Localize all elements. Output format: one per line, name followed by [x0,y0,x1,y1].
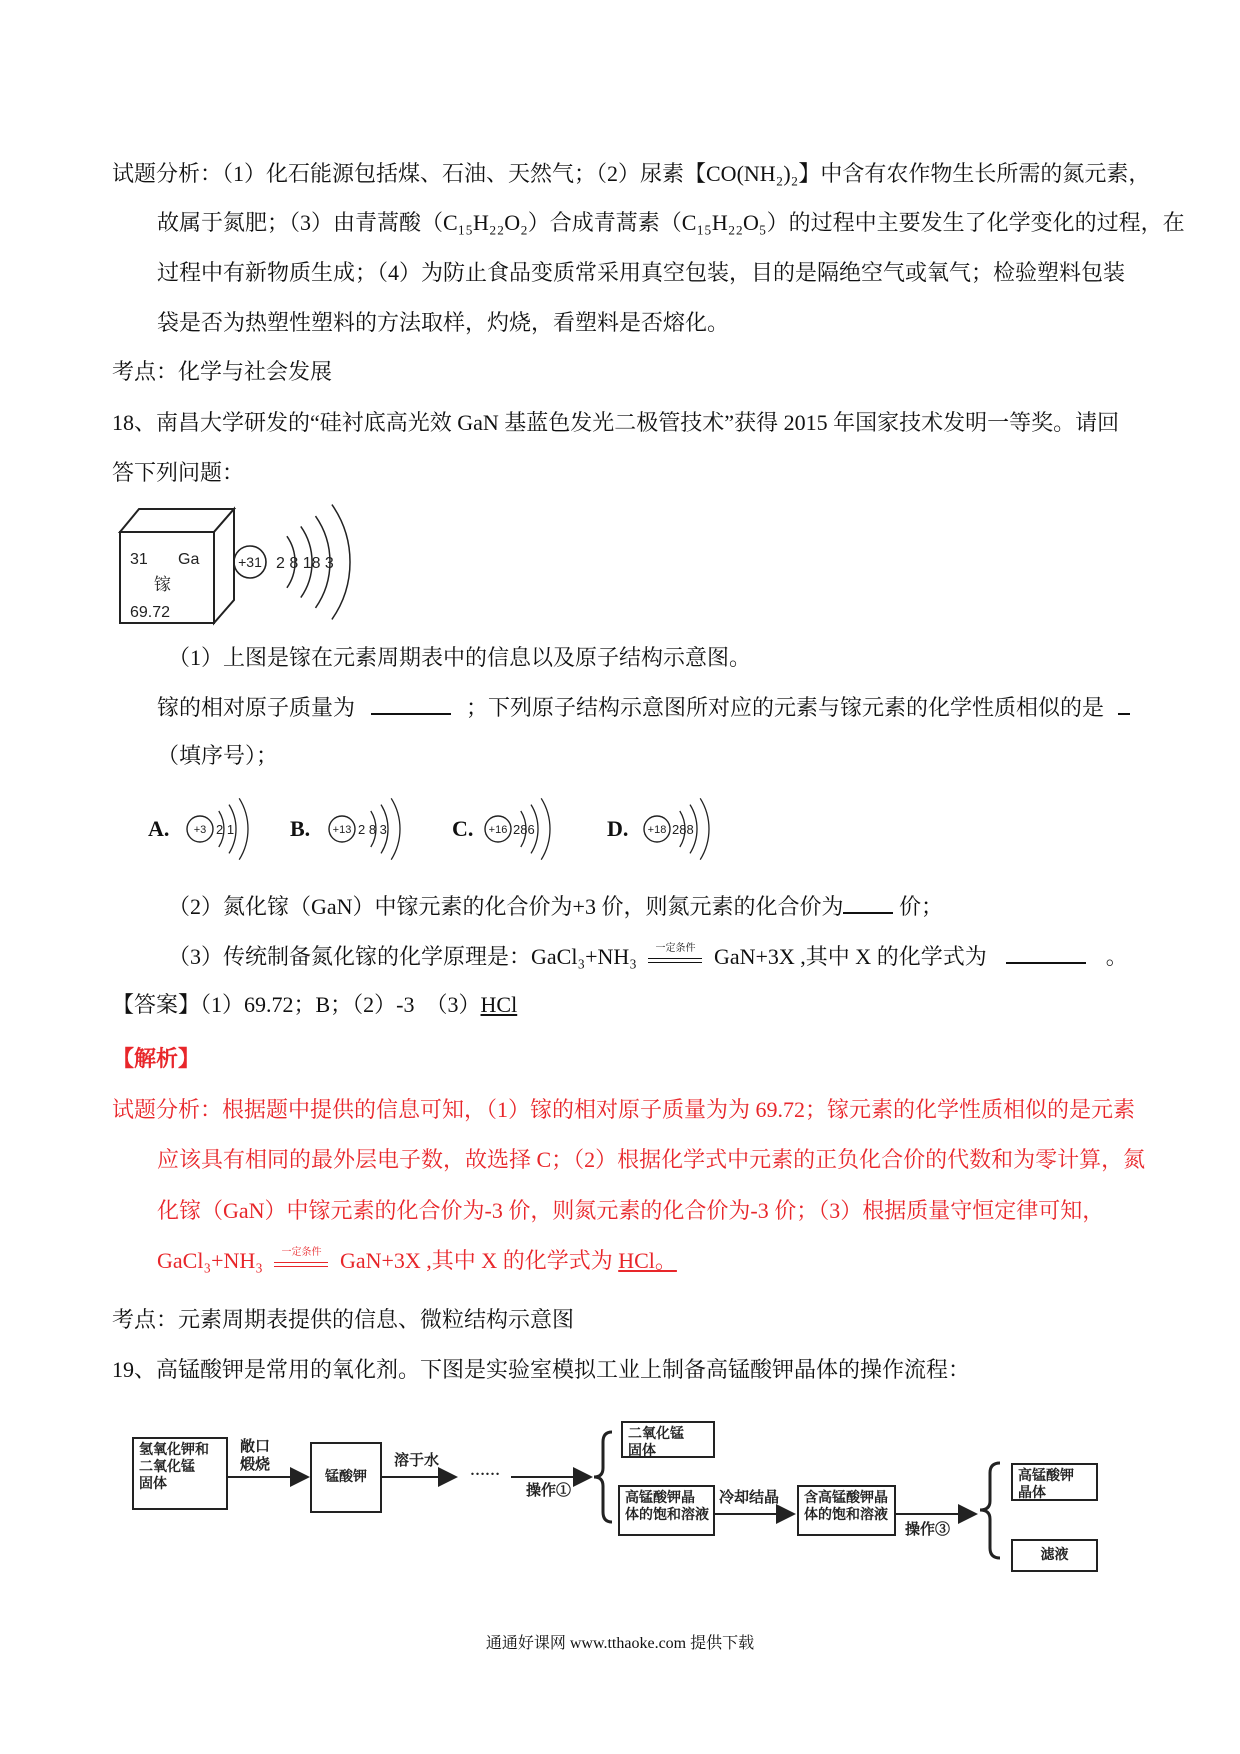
answer-formula: HCl [480,992,518,1017]
flow-box-with-crystal [797,1485,896,1536]
box-line: 氢氧化钾和 [139,1443,209,1458]
option-label: B. [290,816,311,841]
q18-part3 [168,942,1128,971]
nucleus-charge: +3 [193,824,207,836]
atom-structure-diagram [234,505,350,620]
nucleus-charge: +31 [238,554,262,570]
jiexi-line-4 [157,1248,677,1275]
nucleus-charge: +13 [332,824,352,836]
reaction-equals-line [274,1262,328,1267]
q18-part1-intro: （1）上图是镓在元素周期表中的信息以及原子结构示意图。 [168,645,752,670]
flow-dots: …… [470,1463,500,1479]
box-line: 固体 [628,1444,656,1459]
box-line: 高锰酸钾晶 [625,1491,695,1506]
option-atom-diagram [326,794,416,864]
nucleus-charge: +18 [647,824,667,836]
box-line: 锰酸钾 [325,1470,367,1485]
flow-label-operation-1: 操作① [526,1483,572,1499]
box-line: 固体 [139,1477,167,1492]
jiexi-line-1: 试题分析：根据题中提供的信息可知，（1）镓的相对原子质量为为 69.72；镓元素的化学性质相似的是元素 [112,1097,1136,1122]
q18-part2 [168,892,943,920]
page-footer: 通通好课网 www.tthaoke.com 提供下载 [485,1635,755,1652]
q18-stem-line-2: 答下列问题： [112,460,245,485]
option-label: A. [148,816,170,841]
q18-part1-question [157,693,1130,721]
jiexi-equation-right: GaN+3X ,其中 X 的化学式为 [339,1248,613,1273]
electron-shells: 288 [672,822,694,837]
box-line: 晶体 [1018,1486,1046,1501]
q18-part2-text-a: （2）氮化镓（GaN）中镓元素的化合价为+3 价，则氮元素的化合价为 [168,894,844,919]
option-atom-diagram [641,794,731,864]
prev-kaodian: 考点：化学与社会发展 [112,359,333,384]
nucleus-charge: +16 [488,824,508,836]
atomic-mass: 69.72 [130,604,171,621]
flow-box-crystal [1011,1463,1098,1501]
answer-text: 【答案】（1）69.72；B；（2）-3 （3） [112,992,481,1017]
prev-analysis-line-4: 袋是否为热塑性塑料的方法取样，灼烧，看塑料是否熔化。 [157,310,730,335]
reaction-condition-sign [646,942,704,971]
q18-kaodian: 考点：元素周期表提供的信息、微粒结构示意图 [112,1307,575,1332]
reaction-condition-sign [272,1246,330,1275]
option-label: C. [452,816,474,841]
element-symbol: Ga [178,551,200,568]
option-atom-diagram [184,794,264,864]
box-line: 二氧化锰 [628,1427,684,1442]
q18-part1-fill-hint: （填序号）； [157,743,279,768]
electron-shells: 2 8 18 3 [276,555,334,572]
box-line: 含高锰酸钾晶 [804,1491,888,1506]
label-line: 敞口 [240,1439,271,1455]
formula-x-blank[interactable] [1006,942,1086,964]
q18-part2-text-b: 价； [893,894,943,919]
atomic-number: 31 [130,551,148,568]
flow-box-mno2 [621,1421,715,1458]
q18-part3-text-c: 。 [1105,944,1128,969]
brace-2 [980,1463,1000,1558]
flow-label-operation-3: 操作③ [905,1522,951,1538]
jiexi-line-2: 应该具有相同的最外层电子数，故选择 C；（2）根据化学式中元素的正负化合价的代数和为零计算，氮 [157,1147,1146,1172]
prev-analysis-line-2: 故属于氮肥；（3）由青蒿酸（C₁₅H₂₂O₂）合成青蒿素（C₁₅H₂₂O₅）的过程中主要发生了化学变化的过程，在 [157,210,1185,235]
q18-part1-text-b: ；下列原子结构示意图所对应的元素与镓元素的化学性质相似的是 [466,695,1105,720]
q18-answer [112,992,517,1018]
flow-label-cool-crystallize: 冷却结晶 [719,1490,780,1506]
box-line: 体的饱和溶液 [625,1508,709,1523]
prev-analysis-line-3: 过程中有新物质生成；（4）为防止食品变质常采用真空包装，目的是隔绝空气或氧气；检验塑料包装 [157,260,1126,285]
option-label: D. [607,816,629,841]
reaction-condition-text: 一定条件 [655,942,696,954]
box-line: 二氧化锰 [139,1460,195,1475]
label-line: 煅烧 [240,1457,271,1473]
q18-part1-text-a: 镓的相对原子质量为 [157,695,356,720]
prev-analysis-line-1: 试题分析：（1）化石能源包括煤、石油、天然气；（2）尿素【CO(NH₂)₂】中含有农作物生长所需的氮元素， [112,161,1151,186]
q19-stem: 19、高锰酸钾是常用的氧化剂。下图是实验室模拟工业上制备高锰酸钾晶体的操作流程： [112,1357,971,1382]
jiexi-line-3: 化镓（GaN）中镓元素的化合价为-3 价，则氮元素的化合价为-3 价；（3）根据质量守恒定律可知， [157,1198,1105,1223]
element-card [120,509,234,623]
option-atom-diagram [482,794,572,864]
q18-part3-text-a: （3）传统制备氮化镓的化学原理是：GaCl₃+NH₃ [168,944,637,969]
flow-box-start [132,1437,228,1510]
jiexi-answer-formula: HCl。 [618,1248,677,1273]
jiexi-title: 【解析】 [112,1046,201,1071]
similar-element-blank[interactable] [1118,693,1130,715]
box-line: 高锰酸钾 [1018,1469,1074,1484]
flow-label-calcine [240,1438,270,1474]
flow-box-saturated [618,1485,715,1536]
q18-part3-text-b: GaN+3X ,其中 X 的化学式为 [713,944,987,969]
flow-box-manganate [310,1442,382,1513]
valence-blank[interactable] [843,892,893,914]
electron-shells: 286 [513,822,535,837]
brace-1 [594,1432,612,1522]
box-line: 滤液 [1040,1548,1069,1563]
electron-shells: 2 8 3 [358,822,387,837]
q18-stem-line-1: 18、南昌大学研发的“硅衬底高光效 GaN 基蓝色发光二极管技术”获得 2015 年国家技术发明一等奖。请回 [112,410,1120,435]
reaction-condition-text: 一定条件 [281,1246,322,1258]
flow-label-dissolve: 溶于水 [394,1453,440,1469]
electron-shells: 2 1 [216,822,235,837]
element-name: 镓 [154,575,171,594]
atomic-mass-blank[interactable] [371,693,451,715]
gallium-figure [110,500,370,635]
jiexi-equation-left: GaCl₃+NH₃ [157,1248,263,1273]
flow-box-filtrate [1011,1539,1098,1572]
box-line: 体的饱和溶液 [804,1508,888,1523]
reaction-equals-line [648,958,702,963]
